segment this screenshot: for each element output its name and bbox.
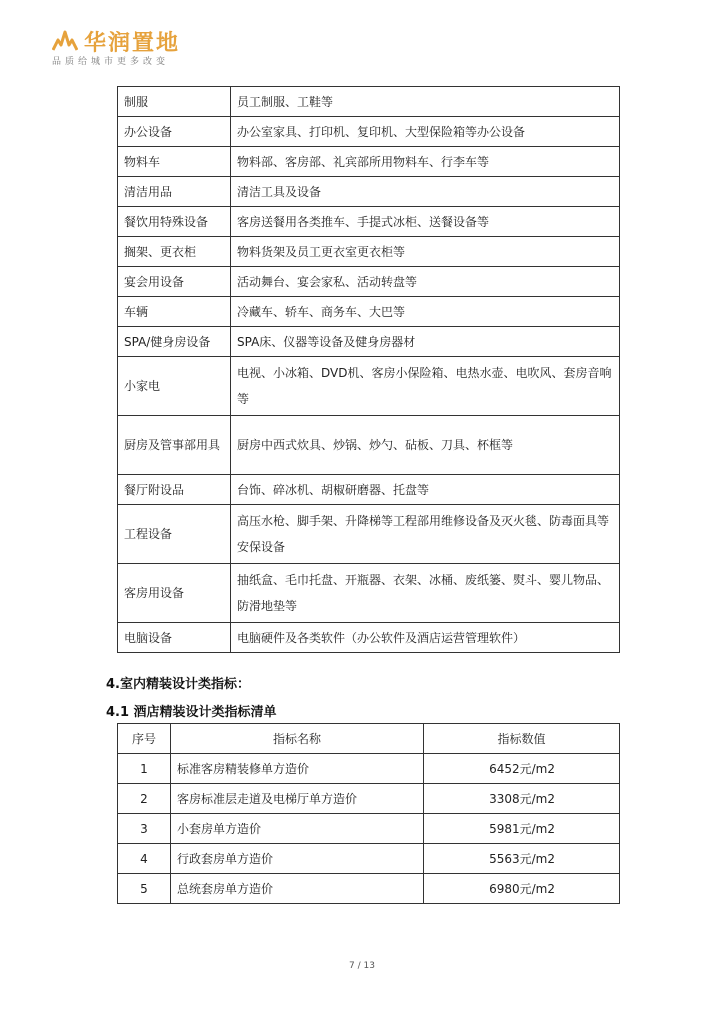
brand-name: 华润置地 xyxy=(84,31,181,56)
category-cell: 电脑设备 xyxy=(118,623,231,653)
table-row xyxy=(118,814,620,844)
category-cell: 清洁用品 xyxy=(118,177,231,207)
items-cell: 抽纸盒、毛巾托盘、开瓶器、衣架、冰桶、废纸篓、熨斗、婴儿物品、防滑地垫等 xyxy=(231,564,620,623)
items-cell: 活动舞台、宴会家私、活动转盘等 xyxy=(231,267,620,297)
category-cell: 物料车 xyxy=(118,147,231,177)
category-cell: 客房用设备 xyxy=(118,564,231,623)
category-cell: 餐厅附设品 xyxy=(118,475,231,505)
table-row xyxy=(118,754,620,784)
section-heading-4: 4.室内精装设计类指标： xyxy=(106,677,250,692)
row-value: 6452元/m2 xyxy=(424,754,620,784)
row-name: 小套房单方造价 xyxy=(171,814,424,844)
row-no: 4 xyxy=(118,844,171,874)
table-row xyxy=(118,844,620,874)
table-row xyxy=(118,237,620,267)
table-row xyxy=(118,564,620,623)
header-no: 序号 xyxy=(118,724,171,754)
table-row xyxy=(118,297,620,327)
table-row xyxy=(118,267,620,297)
category-cell: 办公设备 xyxy=(118,117,231,147)
row-no: 1 xyxy=(118,754,171,784)
table-row xyxy=(118,327,620,357)
items-cell: 高压水枪、脚手架、升降梯等工程部用维修设备及灭火毯、防毒面具等安保设备 xyxy=(231,505,620,564)
items-cell: 台饰、碎冰机、胡椒研磨器、托盘等 xyxy=(231,475,620,505)
table-row xyxy=(118,357,620,416)
row-value: 6980元/m2 xyxy=(424,874,620,904)
table-row xyxy=(118,177,620,207)
table-row xyxy=(118,87,620,117)
brand-slogan: 品质给城市更多改变 xyxy=(52,57,170,67)
table-row xyxy=(118,207,620,237)
logo-icon xyxy=(52,28,78,52)
table-row xyxy=(118,475,620,505)
items-cell: 电视、小冰箱、DVD机、客房小保险箱、电热水壶、电吹风、套房音响等 xyxy=(231,357,620,416)
items-cell: 员工制服、工鞋等 xyxy=(231,87,620,117)
category-cell: 厨房及管事部用具 xyxy=(118,416,231,475)
items-cell: 清洁工具及设备 xyxy=(231,177,620,207)
items-cell: 冷藏车、轿车、商务车、大巴等 xyxy=(231,297,620,327)
items-cell: 厨房中西式炊具、炒锅、炒勺、砧板、刀具、杯框等 xyxy=(231,416,620,475)
row-name: 总统套房单方造价 xyxy=(171,874,424,904)
page-number: 7 / 13 xyxy=(349,961,375,971)
items-cell: 物料部、客房部、礼宾部所用物料车、行李车等 xyxy=(231,147,620,177)
row-name: 行政套房单方造价 xyxy=(171,844,424,874)
page-header xyxy=(52,20,252,70)
row-value: 3308元/m2 xyxy=(424,784,620,814)
table-row xyxy=(118,784,620,814)
table-row xyxy=(118,623,620,653)
row-no: 5 xyxy=(118,874,171,904)
category-cell: 制服 xyxy=(118,87,231,117)
table-header-row xyxy=(118,724,620,754)
table-row xyxy=(118,117,620,147)
header-name: 指标名称 xyxy=(171,724,424,754)
items-cell: 物料货架及员工更衣室更衣柜等 xyxy=(231,237,620,267)
table-row xyxy=(118,416,620,475)
row-name: 客房标准层走道及电梯厅单方造价 xyxy=(171,784,424,814)
category-cell: 工程设备 xyxy=(118,505,231,564)
table-row xyxy=(118,874,620,904)
header-value: 指标数值 xyxy=(424,724,620,754)
row-no: 2 xyxy=(118,784,171,814)
category-cell: 宴会用设备 xyxy=(118,267,231,297)
category-cell: 小家电 xyxy=(118,357,231,416)
row-value: 5563元/m2 xyxy=(424,844,620,874)
category-cell: 车辆 xyxy=(118,297,231,327)
items-cell: 办公室家具、打印机、复印机、大型保险箱等办公设备 xyxy=(231,117,620,147)
items-cell: 电脑硬件及各类软件（办公软件及酒店运营管理软件） xyxy=(231,623,620,653)
table-row xyxy=(118,147,620,177)
category-cell: 搁架、更衣柜 xyxy=(118,237,231,267)
category-cell: 餐饮用特殊设备 xyxy=(118,207,231,237)
table-row xyxy=(118,505,620,564)
items-cell: 客房送餐用各类推车、手提式冰柜、送餐设备等 xyxy=(231,207,620,237)
equipment-table xyxy=(117,86,620,653)
category-cell: SPA/健身房设备 xyxy=(118,327,231,357)
row-value: 5981元/m2 xyxy=(424,814,620,844)
row-name: 标准客房精装修单方造价 xyxy=(171,754,424,784)
section-heading-4-1: 4.1 酒店精装设计类指标清单 xyxy=(106,705,277,720)
index-table xyxy=(117,723,620,904)
items-cell: SPA床、仪器等设备及健身房器材 xyxy=(231,327,620,357)
row-no: 3 xyxy=(118,814,171,844)
